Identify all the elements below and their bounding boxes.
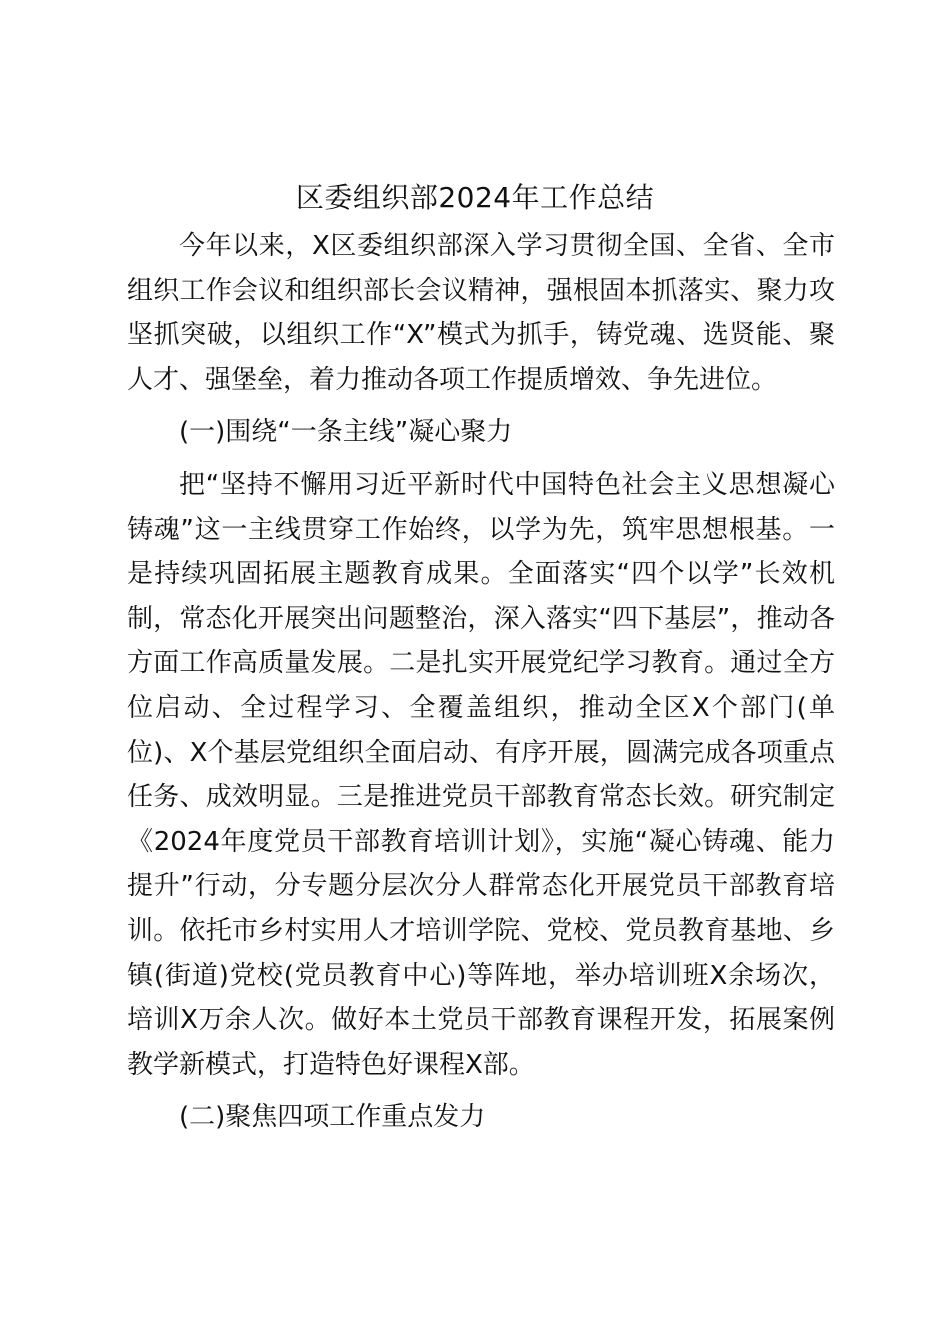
document-title: 区委组织部2024年工作总结 [295, 181, 655, 214]
section-1-paragraph: 把“坚持不懈用习近平新时代中国特色社会主义思想凝心铸魂”这一主线贯穿工作始终，以学为先，筑牢思想根基。一是持续巩固拓展主题教育成果。全面落实“四个以学”长效机制，常态化开展突出问题整治，深入落实“四下基层”，推动各方面工作高质量发展。二是扎实开展党纪学习教育。通过全方位启动、全过程学习、全覆盖组织，推动全区X个部门(单位)、X个基层党组织全面启动、有序开展，圆满完成各项重点任务、成效明显。三是推进党员干部教育常态长效。研究制定《2024年度党员干部教育培训计划》，实施“凝心铸魂、能力提升”行动，分专题分层次分人群常态化开展党员干部教育培训。依托市乡村实用人才培训学院、党校、党员教育基地、乡镇(街道)党校(党员教育中心)等阵地，举办培训班X余场次，培训X万余人次。做好本土党员干部教育课程开发，拓展案例教学新模式，打造特色好课程X部。 [127, 469, 835, 1080]
intro-paragraph: 今年以来，X区委组织部深入学习贯彻全国、全省、全市组织工作会议和组织部长会议精神，强根固本抓落实、聚力攻坚抓突破，以组织工作“X”模式为抓手，铸党魂、选贤能、聚人才、强堡垒，着力推动各项工作提质增效、争先进位。 [127, 231, 835, 395]
section-1-heading: (一)围绕“一条主线”凝心聚力 [179, 417, 513, 448]
document-body [127, 224, 835, 1140]
section-2-heading: (二)聚焦四项工作重点发力 [179, 1102, 486, 1133]
